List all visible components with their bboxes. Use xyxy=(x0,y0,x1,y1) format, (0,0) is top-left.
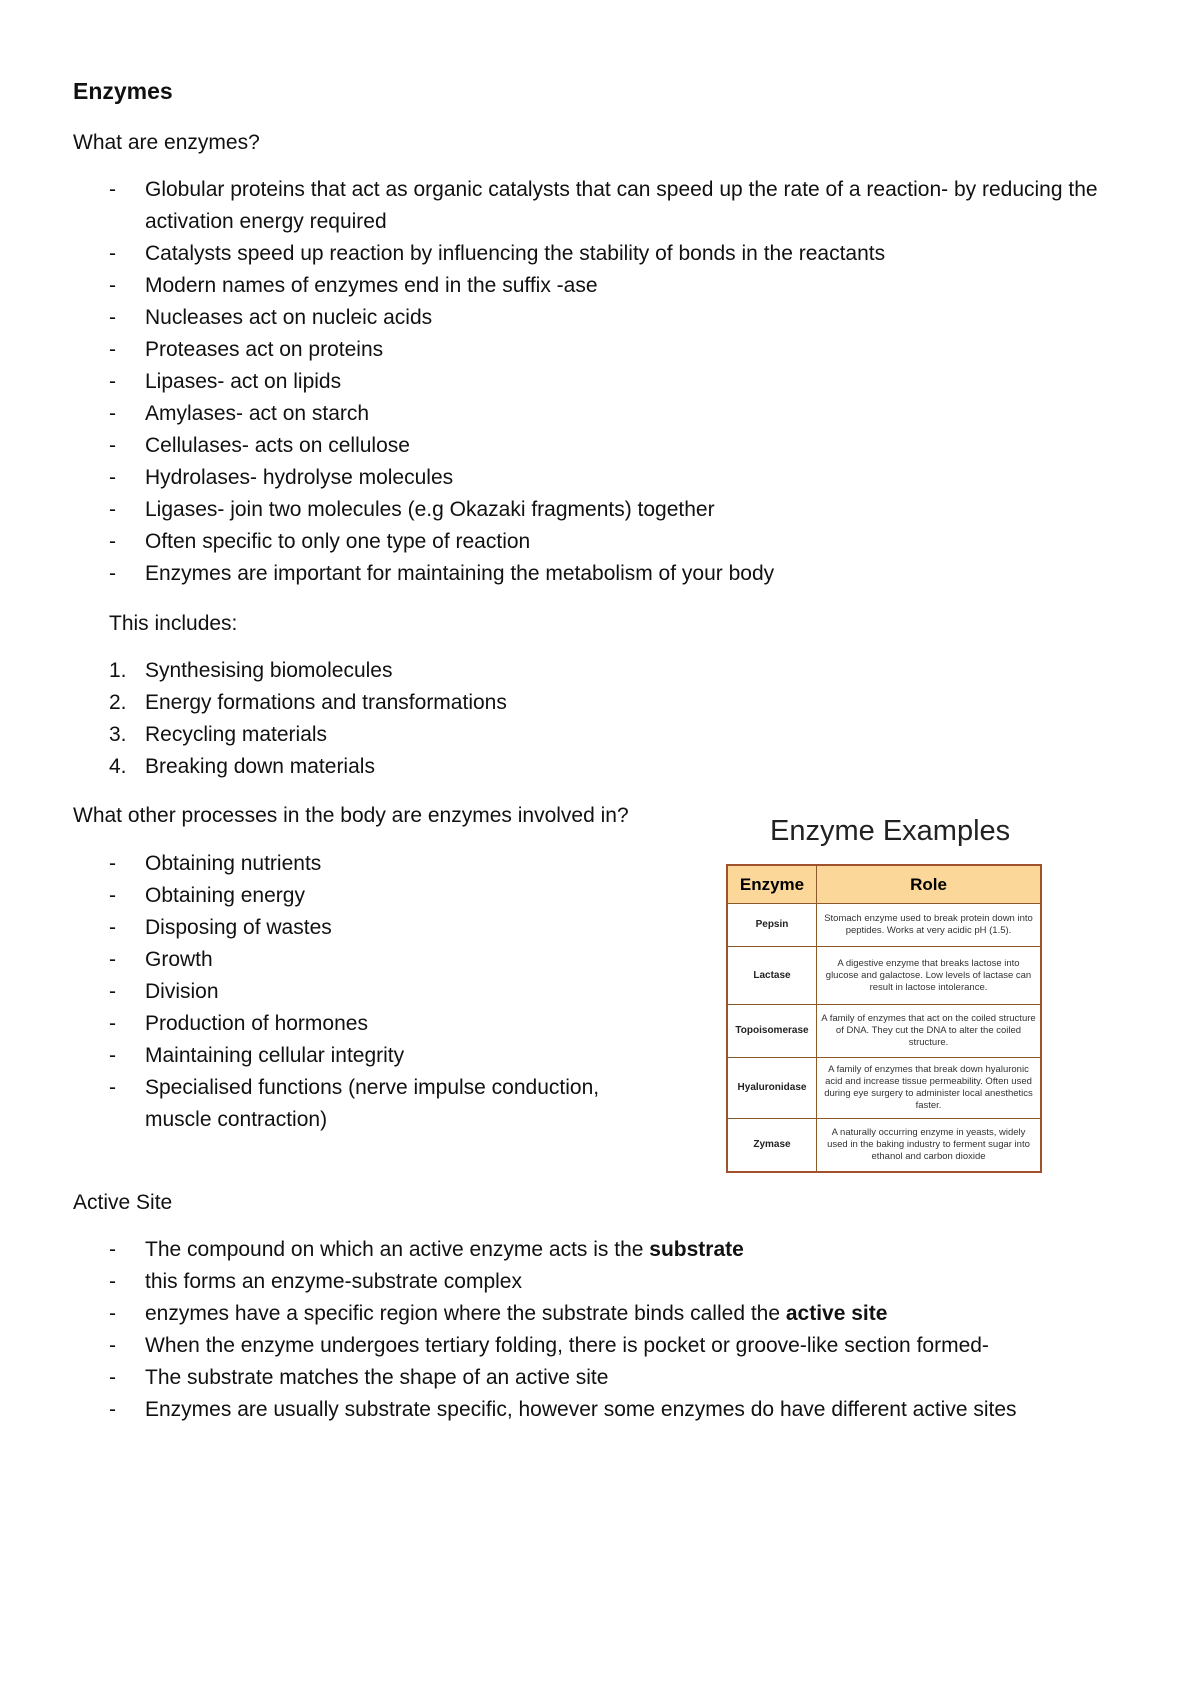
list-item: 4. Breaking down materials xyxy=(73,751,773,783)
enzyme-name-cell: Zymase xyxy=(727,1119,817,1173)
enzyme-name-cell: Pepsin xyxy=(727,904,817,947)
dash-marker: - xyxy=(109,562,116,585)
dash-marker: - xyxy=(109,1012,116,1035)
list-item: - Nucleases act on nucleic acids xyxy=(73,302,1133,334)
list-item: - Amylases- act on starch xyxy=(73,398,1133,430)
list-item: - enzymes have a specific region where the substrate binds called the active site xyxy=(73,1298,1153,1330)
dash-marker: - xyxy=(109,1238,116,1261)
dash-marker: - xyxy=(109,306,116,329)
list-item: - Disposing of wastes xyxy=(73,912,663,944)
heading-other-processes: What other processes in the body are enzymes involved in? xyxy=(73,804,629,827)
dash-marker: - xyxy=(109,466,116,489)
list-item: - Lipases- act on lipids xyxy=(73,366,1133,398)
list-item: - Hydrolases- hydrolyse molecules xyxy=(73,462,1133,494)
enzyme-name-cell: Topoisomerase xyxy=(727,1005,817,1058)
list-item: 3. Recycling materials xyxy=(73,719,773,751)
dash-marker: - xyxy=(109,1044,116,1067)
includes-label: This includes: xyxy=(109,612,238,635)
list-item: - Modern names of enzymes end in the suffix -ase xyxy=(73,270,1133,302)
enzyme-role-cell: A naturally occurring enzyme in yeasts, widely used in the baking industry to ferment sugar into ethanol and carbon dioxide xyxy=(817,1119,1042,1173)
enzyme-role-cell: A digestive enzyme that breaks lactose into glucose and galactose. Low levels of lactase can result in lactose intolerance. xyxy=(817,947,1042,1005)
list-item: - The substrate matches the shape of an active site xyxy=(73,1362,1153,1394)
enzyme-role-cell: Stomach enzyme used to break protein down into peptides. Works at very acidic pH (1.5). xyxy=(817,904,1042,947)
list-number: 2. xyxy=(109,691,127,714)
dash-marker: - xyxy=(109,370,116,393)
list-item: - Cellulases- acts on cellulose xyxy=(73,430,1133,462)
list-item: 2. Energy formations and transformations xyxy=(73,687,773,719)
dash-marker: - xyxy=(109,274,116,297)
heading-what-are-enzymes: What are enzymes? xyxy=(73,131,260,154)
dash-marker: - xyxy=(109,884,116,907)
table-row xyxy=(727,904,1041,947)
enzyme-examples-table xyxy=(726,864,1042,1173)
dash-marker: - xyxy=(109,1334,116,1357)
dash-marker: - xyxy=(109,530,116,553)
dash-marker: - xyxy=(109,178,116,201)
list-item: - Growth xyxy=(73,944,663,976)
list-item: - Obtaining energy xyxy=(73,880,663,912)
enzyme-role-cell: A family of enzymes that act on the coiled structure of DNA. They cut the DNA to alter the coiled structure. xyxy=(817,1005,1042,1058)
list-number: 4. xyxy=(109,755,127,778)
other-processes-list xyxy=(73,848,663,1136)
dash-marker: - xyxy=(109,1398,116,1421)
enzyme-name-cell: Hyaluronidase xyxy=(727,1058,817,1119)
list-item: - Specialised functions (nerve impulse conduction, muscle contraction) xyxy=(73,1072,663,1136)
dash-marker: - xyxy=(109,1270,116,1293)
page-title: Enzymes xyxy=(73,78,173,104)
enzyme-role-cell: A family of enzymes that break down hyaluronic acid and increase tissue permeability. Often used during eye surgery to administer local anesthetics faster. xyxy=(817,1058,1042,1119)
table-row xyxy=(727,1119,1041,1173)
list-item: - Enzymes are usually substrate specific, however some enzymes do have different active sites xyxy=(73,1394,1153,1426)
dash-marker: - xyxy=(109,948,116,971)
list-item: - Enzymes are important for maintaining the metabolism of your body xyxy=(73,558,1133,590)
dash-marker: - xyxy=(109,1366,116,1389)
table-row xyxy=(727,1005,1041,1058)
table-header-enzyme: Enzyme xyxy=(727,865,817,904)
list-item: - Division xyxy=(73,976,663,1008)
dash-marker: - xyxy=(109,1076,116,1099)
heading-active-site: Active Site xyxy=(73,1191,173,1214)
list-item: - Obtaining nutrients xyxy=(73,848,663,880)
list-item: - this forms an enzyme-substrate complex xyxy=(73,1266,1153,1298)
list-item: - Catalysts speed up reaction by influencing the stability of bonds in the reactants xyxy=(73,238,1133,270)
list-item: 1. Synthesising biomolecules xyxy=(73,655,773,687)
bold-term: substrate xyxy=(649,1238,744,1261)
what-are-enzymes-list xyxy=(73,174,1133,590)
list-item: - When the enzyme undergoes tertiary folding, there is pocket or groove-like section formed- xyxy=(73,1330,1153,1362)
dash-marker: - xyxy=(109,242,116,265)
list-number: 3. xyxy=(109,723,127,746)
includes-list xyxy=(73,655,773,783)
list-item: - Production of hormones xyxy=(73,1008,663,1040)
table-row xyxy=(727,1058,1041,1119)
bold-term: active site xyxy=(785,1302,888,1325)
dash-marker: - xyxy=(109,498,116,521)
list-number: 1. xyxy=(109,659,127,682)
list-item: - The compound on which an active enzyme acts is the substrate xyxy=(73,1234,1153,1266)
dash-marker: - xyxy=(109,980,116,1003)
enzyme-name-cell: Lactase xyxy=(727,947,817,1005)
active-site-list xyxy=(73,1234,1153,1426)
dash-marker: - xyxy=(109,916,116,939)
list-item: - Ligases- join two molecules (e.g Okazaki fragments) together xyxy=(73,494,1133,526)
dash-marker: - xyxy=(109,434,116,457)
list-item: - Maintaining cellular integrity xyxy=(73,1040,663,1072)
list-item: - Often specific to only one type of reaction xyxy=(73,526,1133,558)
dash-marker: - xyxy=(109,338,116,361)
figure-title: Enzyme Examples xyxy=(770,815,1011,847)
table-row xyxy=(727,947,1041,1005)
dash-marker: - xyxy=(109,402,116,425)
list-item: - Globular proteins that act as organic catalysts that can speed up the rate of a reaction- by reducing the activation energy required xyxy=(73,174,1133,238)
dash-marker: - xyxy=(109,852,116,875)
table-header-role: Role xyxy=(817,865,1042,904)
dash-marker: - xyxy=(109,1302,116,1325)
list-item: - Proteases act on proteins xyxy=(73,334,1133,366)
